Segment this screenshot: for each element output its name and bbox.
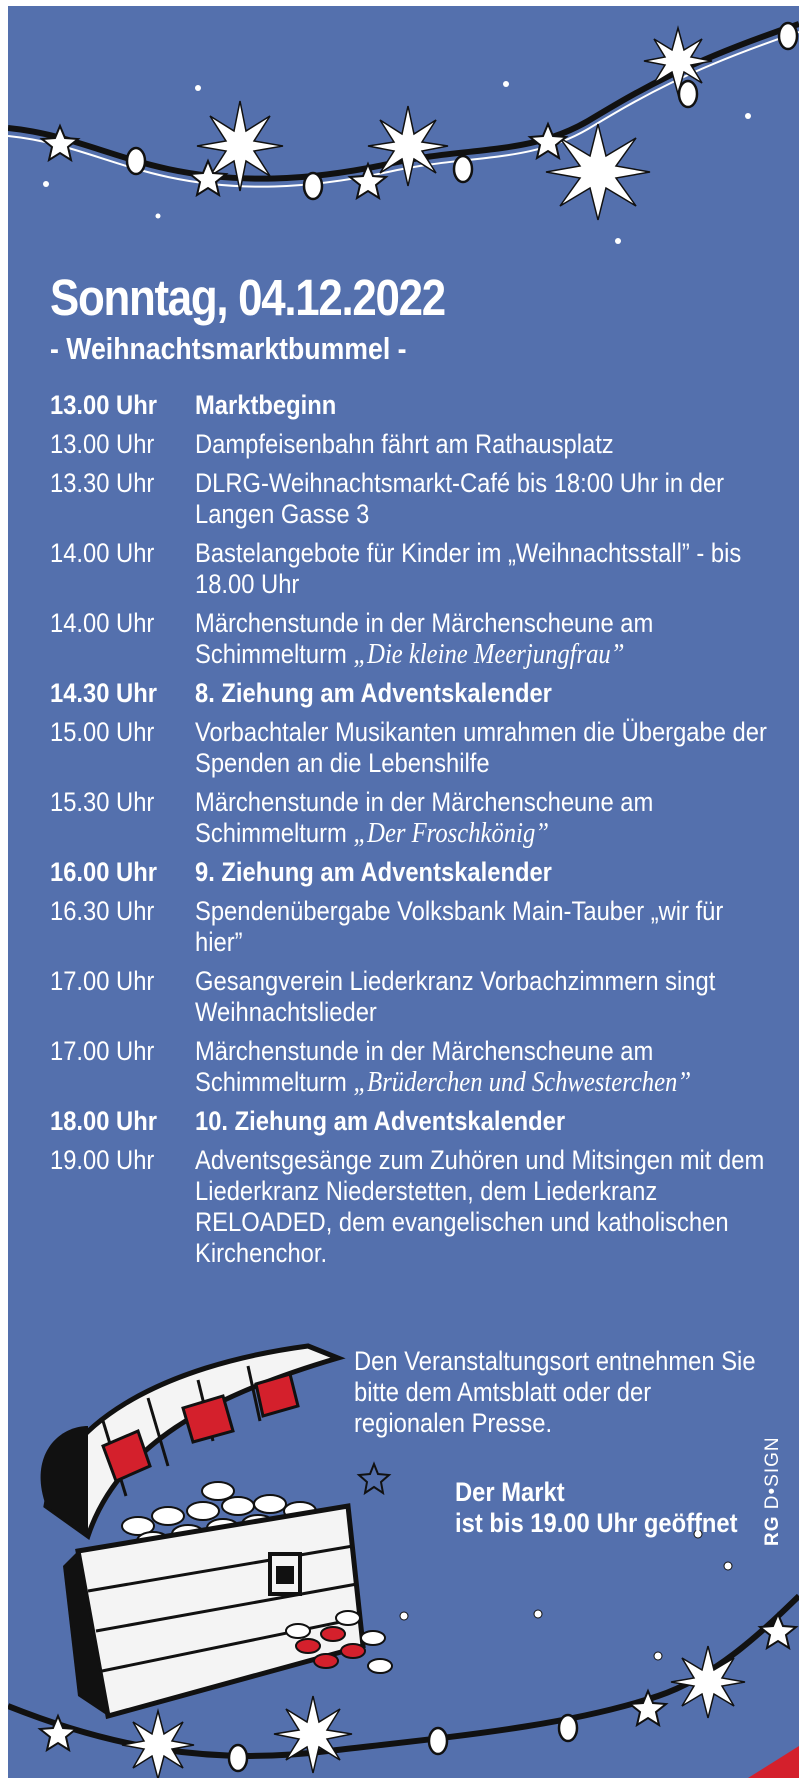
- schedule-row: [50, 468, 790, 530]
- credit-rest: D•SIGN: [762, 1436, 783, 1516]
- schedule-row: [50, 896, 790, 958]
- schedule-time: 14.30 Uhr: [50, 678, 157, 708]
- schedule-text: Märchenstunde in der Märchenscheune am Schimmelturm: [195, 1036, 654, 1097]
- schedule-row: [50, 717, 790, 779]
- schedule-row: [50, 857, 790, 888]
- schedule-row: [50, 1106, 790, 1137]
- market-hours-line-1: Der Markt: [455, 1477, 565, 1507]
- schedule-time: 19.00 Uhr: [50, 1145, 155, 1175]
- schedule-row: [50, 678, 790, 709]
- schedule-text: Gesangverein Liederkranz Vorbachzimmern singt Weihnachtslieder: [195, 966, 716, 1027]
- schedule-text: Spendenübergabe Volksbank Main-Tauber „wir für hier”: [195, 896, 724, 957]
- schedule-row: [50, 787, 790, 849]
- schedule-title: „Der Froschkönig”: [353, 818, 549, 849]
- schedule-row: [50, 429, 790, 460]
- schedule-text: 10. Ziehung am Adventskalender: [195, 1106, 566, 1136]
- treasure-chest-icon: [41, 1346, 392, 1716]
- schedule-row: [50, 608, 790, 670]
- page-title: Sonntag, 04.12.2022: [50, 269, 445, 326]
- schedule-text: Märchenstunde in der Märchenscheune am Schimmelturm: [195, 787, 654, 848]
- schedule-time: 13.00 Uhr: [50, 429, 155, 459]
- schedule-time: 17.00 Uhr: [50, 966, 155, 996]
- schedule-title: „Brüderchen und Schwesterchen”: [353, 1067, 692, 1098]
- schedule-text: 9. Ziehung am Adventskalender: [195, 857, 552, 887]
- market-hours-line-2: ist bis 19.00 Uhr geöffnet: [455, 1508, 738, 1538]
- schedule-text: Adventsgesänge zum Zuhören und Mitsingen mit dem Liederkranz Niederstetten, dem Liederkranz RELOADED, dem evangelischen und katholischen Kirchenchor.: [195, 1145, 765, 1268]
- market-hours-note: [455, 1477, 772, 1539]
- page-subtitle: - Weihnachtsmarktbummel -: [50, 331, 407, 366]
- schedule-time: 13.30 Uhr: [50, 468, 155, 498]
- schedule-time: 13.00 Uhr: [50, 390, 157, 420]
- snow-dots-icon: [400, 1530, 732, 1660]
- star-garland-top-icon: [8, 23, 799, 244]
- schedule-text: 8. Ziehung am Adventskalender: [195, 678, 552, 708]
- schedule-text: Bastelangebote für Kinder im „Weihnachtsstall” - bis 18.00 Uhr: [195, 538, 742, 599]
- schedule-time: 16.00 Uhr: [50, 857, 157, 887]
- schedule-time: 18.00 Uhr: [50, 1106, 157, 1136]
- credit-initials: RG: [762, 1515, 783, 1546]
- designer-credit: [762, 1436, 784, 1546]
- poster: [8, 6, 799, 1778]
- schedule-text: DLRG-Weihnachtsmarkt-Café bis 18:00 Uhr in der Langen Gasse 3: [195, 468, 725, 529]
- schedule-time: 14.00 Uhr: [50, 608, 155, 638]
- schedule-time: 14.00 Uhr: [50, 538, 155, 568]
- schedule-text: Vorbachtaler Musikanten umrahmen die Übergabe der Spenden an die Lebenshilfe: [195, 717, 767, 778]
- schedule-text: Dampfeisenbahn fährt am Rathausplatz: [195, 429, 614, 459]
- venue-note: Den Veranstaltungsort entnehmen Sie bitte dem Amtsblatt oder der regionalen Presse.: [354, 1346, 756, 1438]
- schedule-row: [50, 966, 790, 1028]
- schedule-time: 16.30 Uhr: [50, 896, 155, 926]
- schedule-row: [50, 538, 790, 600]
- schedule-title: „Die kleine Meerjungfrau”: [353, 639, 625, 670]
- schedule-row: [50, 1036, 790, 1098]
- schedule-text: Marktbeginn: [195, 390, 337, 420]
- schedule-row: [50, 1145, 790, 1269]
- schedule-list: [50, 390, 790, 1277]
- schedule-row: [50, 390, 790, 421]
- schedule-text: Märchenstunde in der Märchenscheune am Schimmelturm: [195, 608, 654, 669]
- schedule-time: 15.30 Uhr: [50, 787, 155, 817]
- schedule-time: 15.00 Uhr: [50, 717, 155, 747]
- schedule-time: 17.00 Uhr: [50, 1036, 155, 1066]
